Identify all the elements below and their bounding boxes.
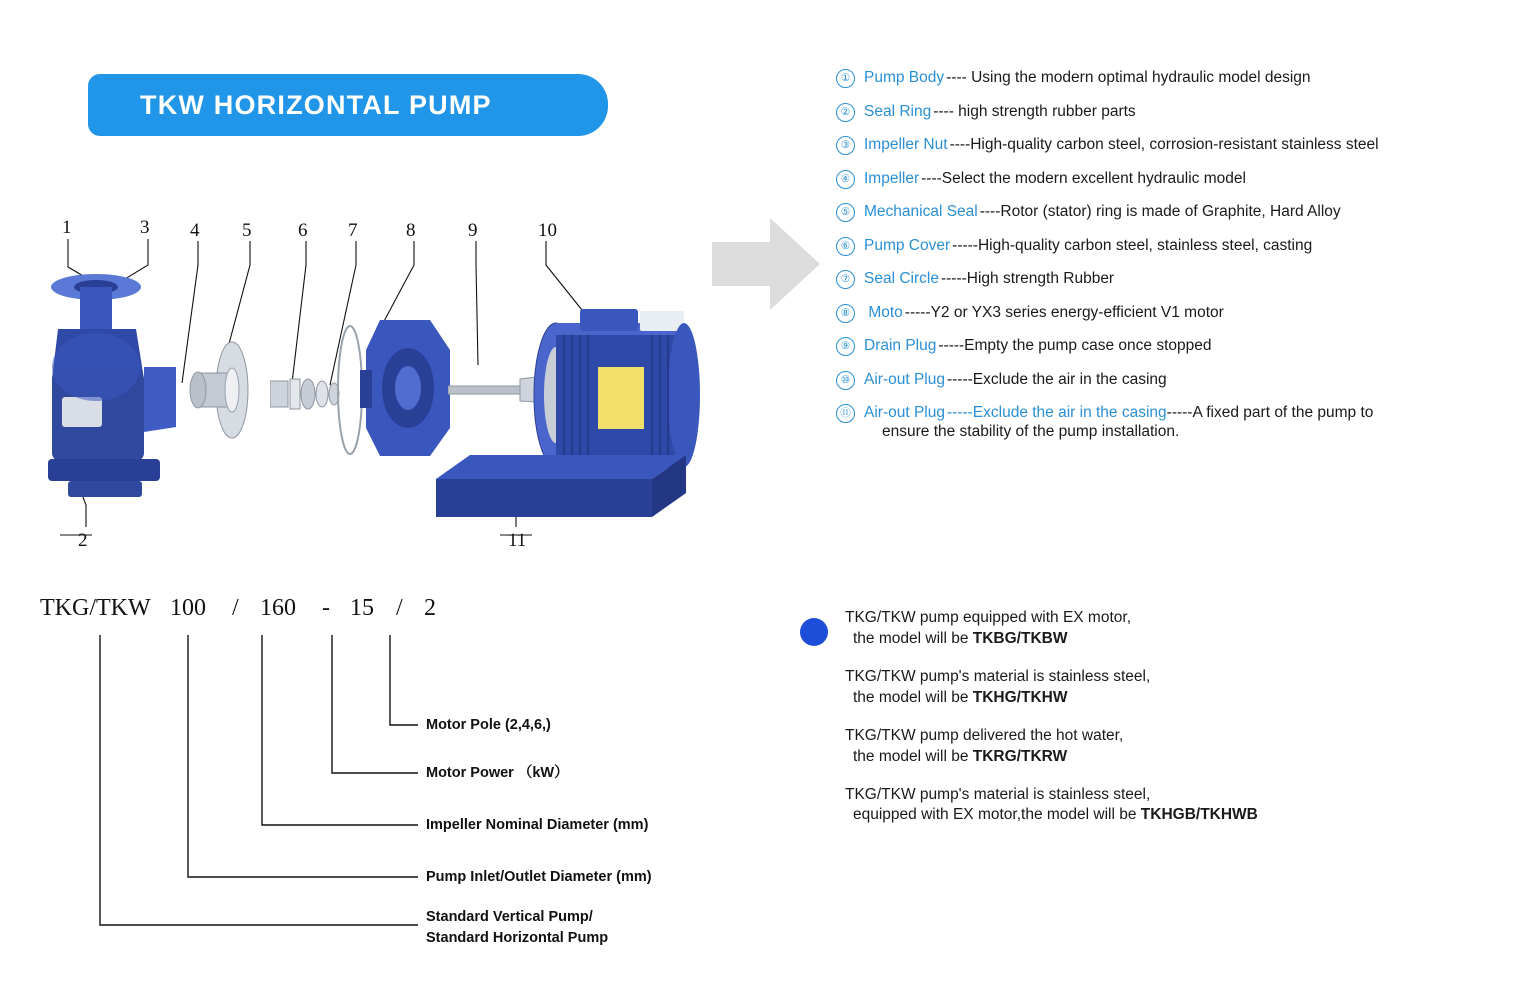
callout-number-3: 3 <box>140 217 150 238</box>
note-line-4-b <box>845 805 1480 826</box>
feature-name-5: Mechanical Seal <box>864 203 978 220</box>
feature-list <box>836 68 1496 454</box>
feature-item-4 <box>836 169 1496 190</box>
feature-item-6 <box>836 236 1496 257</box>
note-line-2 <box>845 667 1480 709</box>
note-line-2-model: TKHG/TKHW <box>972 688 1068 706</box>
page-title: TKW HORIZONTAL PUMP <box>140 89 492 120</box>
feature-name-7: Seal Circle <box>864 270 939 287</box>
model-label-motor-power: Motor Power （kW） <box>426 765 569 781</box>
feature-desc-2: ---- high strength rubber parts <box>933 102 1136 120</box>
feature-desc-7: -----High strength Rubber <box>940 270 1115 287</box>
callout-number-2: 2 <box>78 530 88 551</box>
feature-tail2-11: ensure the stability of the pump installation. <box>882 423 1180 441</box>
note-line-4 <box>845 785 1480 827</box>
feature-number-9: ⑨ <box>836 337 855 356</box>
callout-number-8: 8 <box>406 220 416 241</box>
feature-number-7: ⑦ <box>836 270 855 289</box>
feature-desc-10: -----Exclude the air in the casing <box>946 370 1167 388</box>
page-title-banner <box>88 74 608 136</box>
pump-cover-graphic <box>360 310 460 465</box>
feature-name-9: Drain Plug <box>864 337 937 354</box>
model-part-dash: - <box>322 595 330 621</box>
model-code-breakdown <box>40 595 740 975</box>
note-line-1-b-text: the model will be <box>853 629 973 647</box>
feature-item-11 <box>836 403 1496 442</box>
note-line-3-b <box>845 747 1480 768</box>
feature-name-1: Pump Body <box>864 69 945 86</box>
flow-arrow-icon <box>712 212 822 317</box>
feature-name-4: Impeller <box>864 169 920 187</box>
feature-name-6: Pump Cover <box>864 236 951 254</box>
feature-desc-5: ----Rotor (stator) ring is made of Graphite, Hard Alloy <box>979 203 1341 220</box>
note-line-2-b <box>845 688 1480 709</box>
feature-number-3: ③ <box>836 136 855 155</box>
model-label-standard-vertical: Standard Vertical Pump/ <box>426 909 593 925</box>
feature-item-3 <box>836 135 1496 156</box>
feature-item-8 <box>836 303 1496 324</box>
exploded-pump-diagram <box>30 205 730 565</box>
callout-number-9: 9 <box>468 220 478 241</box>
feature-number-6: ⑥ <box>836 237 855 256</box>
callout-number-5: 5 <box>242 220 252 241</box>
note-line-1-a: TKG/TKW pump equipped with EX motor, <box>845 609 1132 626</box>
feature-desc-6: -----High-quality carbon steel, stainless steel, casting <box>952 236 1313 254</box>
feature-number-11: ⑪ <box>836 404 855 423</box>
feature-tail-11: -----A fixed part of the pump to <box>1166 404 1374 421</box>
feature-item-10 <box>836 370 1496 391</box>
feature-name-8: Moto <box>868 303 903 321</box>
model-part-slash2: / <box>396 595 403 621</box>
impeller-graphic <box>180 335 260 445</box>
feature-desc-4: ----Select the modern excellent hydraulic model <box>921 169 1246 187</box>
model-part-pole: 2 <box>424 595 436 621</box>
feature-number-5: ⑤ <box>836 203 855 222</box>
note-line-3-model: TKRG/TKRW <box>972 747 1068 765</box>
note-line-2-a: TKG/TKW pump's material is stainless steel, <box>845 667 1151 685</box>
callout-number-7: 7 <box>348 220 358 241</box>
note-line-4-model: TKHGB/TKHWB <box>1140 806 1258 824</box>
model-part-inlet: 100 <box>170 595 206 621</box>
model-part-series: TKG/TKW <box>40 595 151 621</box>
feature-item-2 <box>836 102 1496 123</box>
feature-desc-9: -----Empty the pump case once stopped <box>938 337 1212 354</box>
bullet-dot-icon <box>800 618 828 646</box>
note-line-1 <box>845 608 1480 650</box>
feature-desc-1: ---- Using the modern optimal hydraulic model design <box>946 69 1311 86</box>
callout-number-11: 11 <box>508 530 527 551</box>
callout-number-10: 10 <box>538 220 557 241</box>
feature-number-8: ⑧ <box>836 304 855 323</box>
feature-name-2: Seal Ring <box>864 102 932 120</box>
feature-desc-3: ----High-quality carbon steel, corrosion-resistant stainless steel <box>949 136 1379 153</box>
note-line-1-model: TKBG/TKBW <box>972 629 1068 647</box>
callout-number-6: 6 <box>298 220 308 241</box>
base-plate-graphic <box>436 443 686 523</box>
model-part-slash1: / <box>232 595 239 621</box>
feature-number-4: ④ <box>836 170 855 189</box>
pump-body-graphic <box>48 267 178 502</box>
model-naming-note <box>800 608 1480 843</box>
feature-item-9 <box>836 336 1496 357</box>
feature-name-11: Air-out Plug <box>864 404 945 421</box>
feature-number-1: ① <box>836 69 855 88</box>
feature-desc-11: -----Exclude the air in the casing <box>946 404 1167 421</box>
feature-number-2: ② <box>836 103 855 122</box>
model-label-impeller-diameter: Impeller Nominal Diameter (mm) <box>426 817 649 833</box>
note-line-4-a: TKG/TKW pump's material is stainless steel, <box>845 785 1151 803</box>
note-line-3-a: TKG/TKW pump delivered the hot water, <box>845 726 1124 744</box>
model-code-leader-lines <box>40 595 740 975</box>
model-part-impeller: 160 <box>260 595 296 621</box>
note-line-1-b <box>845 629 1480 650</box>
feature-desc-8: -----Y2 or YX3 series energy-efficient V1 motor <box>904 303 1224 321</box>
note-line-2-b-text: the model will be <box>853 688 973 706</box>
feature-name-10: Air-out Plug <box>864 370 945 388</box>
feature-name-3: Impeller Nut <box>864 136 948 153</box>
model-part-power: 15 <box>350 595 374 621</box>
feature-item-5 <box>836 202 1496 223</box>
feature-number-10: ⑩ <box>836 371 855 390</box>
note-line-3 <box>845 726 1480 768</box>
model-label-inlet-diameter: Pump Inlet/Outlet Diameter (mm) <box>426 869 652 885</box>
feature-item-1 <box>836 68 1496 89</box>
callout-number-1: 1 <box>62 217 72 238</box>
feature-item-7 <box>836 269 1496 290</box>
callout-number-4: 4 <box>190 220 200 241</box>
model-label-standard-horizontal: Standard Horizontal Pump <box>426 930 609 946</box>
model-label-motor-pole: Motor Pole (2,4,6,) <box>426 717 551 733</box>
note-line-4-b-text: equipped with EX motor,the model will be <box>853 806 1141 824</box>
note-line-3-b-text: the model will be <box>853 747 973 765</box>
